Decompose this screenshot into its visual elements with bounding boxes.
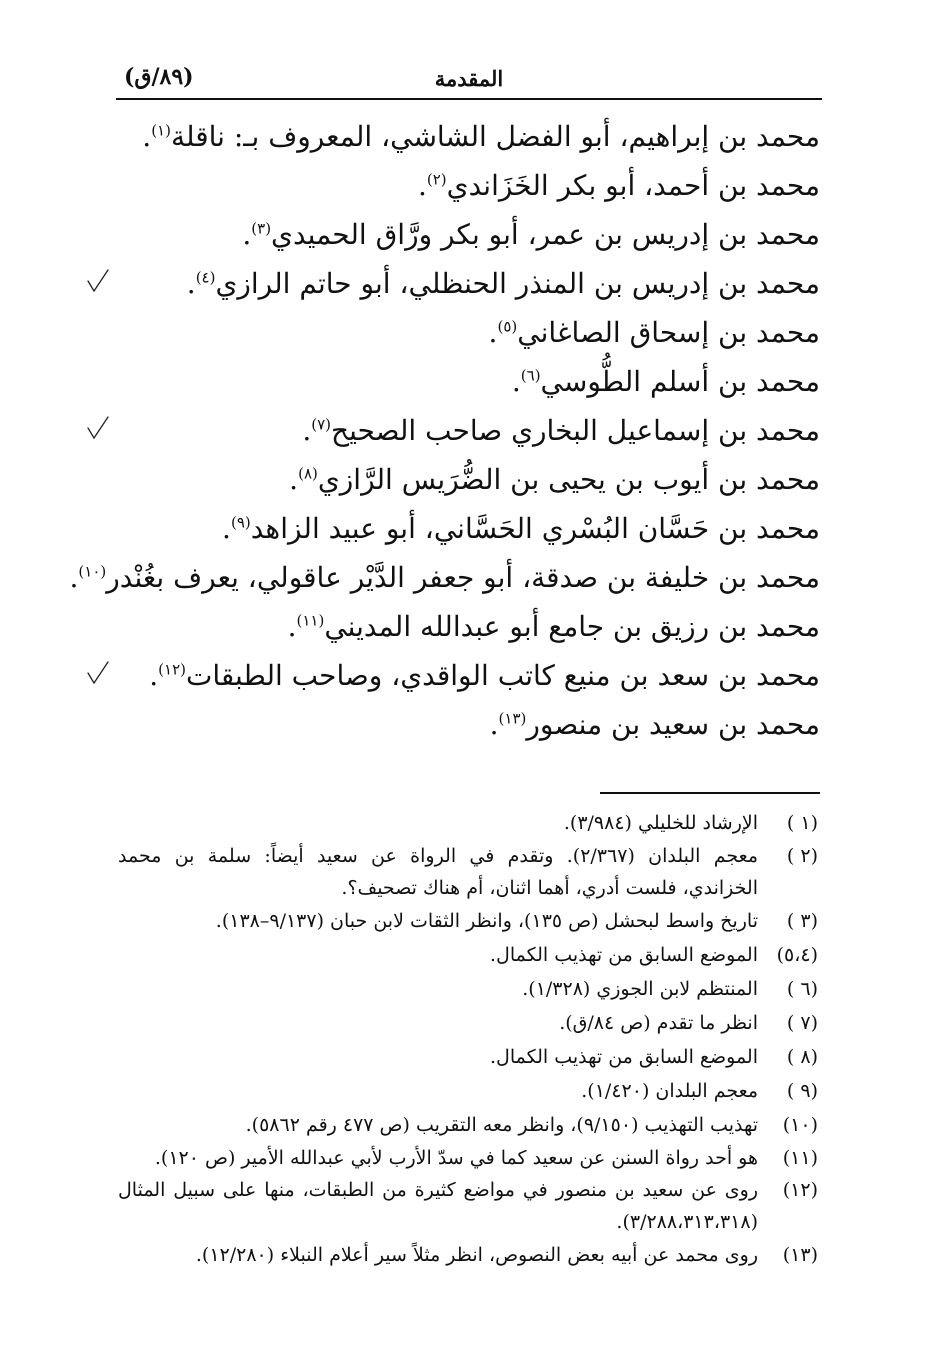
narrator-name: محمد بن حَسَّان البُسْري الحَسَّاني، أبو عبيد الزاهد	[250, 512, 820, 545]
entry-end-mark: .	[142, 120, 152, 153]
footnote-marker: (٢)	[426, 170, 447, 189]
handwritten-check-icon	[86, 414, 110, 442]
narrator-name: محمد بن رزيق بن جامع أبو عبدالله المديني	[324, 610, 820, 643]
footnote-text: روى عن سعيد بن منصور في مواضع كثيرة من الطبقات، منها على سبيل المثال (٣/٢٨٨،٣١٣،٣١٨).	[118, 1179, 758, 1233]
footnote-text: روى محمد عن أبيه بعض النصوص، انظر مثلاً سير أعلام النبلاء (١٢/٢٨٠).	[195, 1244, 758, 1266]
narrator-name: محمد بن إسماعيل البخاري صاحب الصحيح	[331, 414, 820, 447]
narrator-name: محمد بن إبراهيم، أبو الفضل الشاشي، المعروف بـ: ناقلة	[170, 120, 820, 153]
entry-end-mark: .	[186, 267, 196, 300]
entry-end-mark: .	[289, 463, 299, 496]
entry-end-mark: .	[511, 365, 521, 398]
entry-end-mark: .	[302, 414, 312, 447]
footnote-number: (٥،٤)	[776, 944, 818, 966]
footnote-text: هو أحد رواة السنن عن سعيد كما في سدّ الأرب لأبي عبدالله الأمير (ص ١٢٠).	[154, 1147, 758, 1169]
footnote-item	[118, 1108, 818, 1142]
narrator-entry	[120, 602, 820, 651]
footnote-number: (١٣)	[782, 1244, 818, 1266]
entry-end-mark: .	[69, 561, 79, 594]
narrator-name: محمد بن أيوب بن يحيى بن الضُّرَيس الرَّازي	[317, 463, 820, 496]
narrator-entry	[120, 161, 820, 210]
narrator-list	[69, 112, 820, 749]
narrator-entry	[120, 210, 820, 259]
narrator-name: محمد بن أسلم الطُّوسي	[540, 365, 820, 398]
footnote-number: (٣ )	[786, 910, 818, 932]
footnote-text: الإرشاد للخليلي (٣/٩٨٤).	[563, 812, 758, 834]
narrator-entry	[120, 308, 820, 357]
footnote-item	[118, 1006, 818, 1040]
footnote-number: (١١)	[782, 1147, 818, 1169]
narrator-name: محمد بن إدريس بن المنذر الحنظلي، أبو حاتم الرازي	[215, 267, 820, 300]
footnote-item	[118, 904, 818, 938]
narrator-entry	[120, 112, 820, 161]
footnote-text: تاريخ واسط لبحشل (ص ١٣٥)، وانظر الثقات لابن حبان (٩/١٣٧–١٣٨).	[215, 910, 758, 932]
footnote-item	[118, 840, 818, 904]
narrator-entry	[120, 700, 820, 749]
footnote-item	[118, 1074, 818, 1108]
footnote-marker: (٤)	[195, 268, 216, 287]
narrator-name: محمد بن إسحاق الصاغاني	[517, 316, 820, 349]
footnote-number: (١٠)	[782, 1114, 818, 1136]
footnote-number: (٧ )	[786, 1012, 818, 1034]
footnote-marker: (١١)	[296, 611, 325, 630]
page-header	[116, 58, 822, 100]
footnote-number: (١ )	[786, 812, 818, 834]
footnote-text: تهذيب التهذيب (٩/١٥٠)، وانظر معه التقريب (ص ٤٧٧ رقم ٥٨٦٢).	[245, 1114, 758, 1136]
footnote-marker: (١٣)	[498, 709, 527, 728]
footnote-number: (٩ )	[786, 1080, 818, 1102]
page-title: المقدمة	[434, 66, 504, 91]
footnote-marker: (٨)	[298, 464, 318, 483]
narrator-entry	[120, 455, 820, 504]
footnote-text: معجم البلدان (١/٤٢٠).	[581, 1080, 758, 1102]
footnote-item	[118, 1238, 818, 1272]
footnote-text: المنتظم لابن الجوزي (١/٣٢٨).	[522, 978, 758, 1000]
entry-end-mark: .	[287, 610, 297, 643]
entry-end-mark: .	[242, 218, 252, 251]
footnote-item	[118, 806, 818, 840]
footnote-item	[118, 1040, 818, 1074]
footnote-marker: (٩)	[230, 513, 251, 532]
narrator-name: محمد بن خليفة بن صدقة، أبو جعفر الدَّيْر عاقولي، يعرف بغُنْدر	[106, 561, 820, 594]
footnote-marker: (٥)	[497, 317, 518, 336]
footnote-text: الموضع السابق من تهذيب الكمال.	[490, 1046, 758, 1068]
handwritten-check-icon	[86, 267, 110, 295]
footnote-item	[118, 972, 818, 1006]
footnote-marker: (٦)	[520, 366, 541, 385]
footnote-text: معجم البلدان (٢/٣٦٧). وتقدم في الرواة عن سعيد أيضاً: سلمة بن محمد الخزاندي، فلست أدري، أهما اثنان، أم هناك تصحيف؟.	[118, 845, 758, 899]
footnote-item	[118, 1142, 818, 1174]
narrator-name: محمد بن أحمد، أبو بكر الخَزَاندي	[446, 169, 820, 202]
footnote-number: (١٢)	[782, 1179, 818, 1201]
footnote-item	[118, 1174, 818, 1238]
narrator-entry	[120, 651, 820, 700]
footnote-item	[118, 938, 818, 972]
narrator-name: محمد بن سعد بن منيع كاتب الواقدي، وصاحب الطبقات	[186, 659, 820, 692]
footnote-text: الموضع السابق من تهذيب الكمال.	[490, 944, 758, 966]
entry-end-mark: .	[222, 512, 231, 545]
narrator-name: محمد بن سعيد بن منصور	[526, 708, 820, 741]
footnote-marker: (٧)	[311, 415, 331, 434]
footnote-text: انظر ما تقدم (ص ٨٤/ق).	[559, 1012, 758, 1034]
narrator-name: محمد بن إدريس بن عمر، أبو بكر ورَّاق الحميدي	[271, 218, 820, 251]
footnote-number: (٦ )	[786, 978, 818, 1000]
narrator-entry	[120, 406, 820, 455]
narrator-entry	[120, 259, 820, 308]
footnote-marker: (٣)	[251, 219, 272, 238]
footnote-marker: (١)	[151, 121, 171, 140]
footnote-divider	[600, 792, 820, 794]
footnote-marker: (١٠)	[78, 562, 107, 581]
footnote-marker: (١٢)	[158, 660, 186, 679]
page-reference: (٨٩/ق)	[124, 64, 194, 90]
narrator-entry	[120, 504, 820, 553]
narrator-entry	[69, 553, 820, 602]
footnotes-list	[118, 806, 818, 1272]
narrator-entry	[120, 357, 820, 406]
handwritten-check-icon	[86, 659, 110, 687]
entry-end-mark: .	[417, 169, 427, 202]
entry-end-mark: .	[149, 659, 159, 692]
footnote-number: (٨ )	[786, 1046, 818, 1068]
entry-end-mark: .	[488, 316, 498, 349]
footnote-number: (٢ )	[786, 845, 818, 867]
entry-end-mark: .	[489, 708, 499, 741]
